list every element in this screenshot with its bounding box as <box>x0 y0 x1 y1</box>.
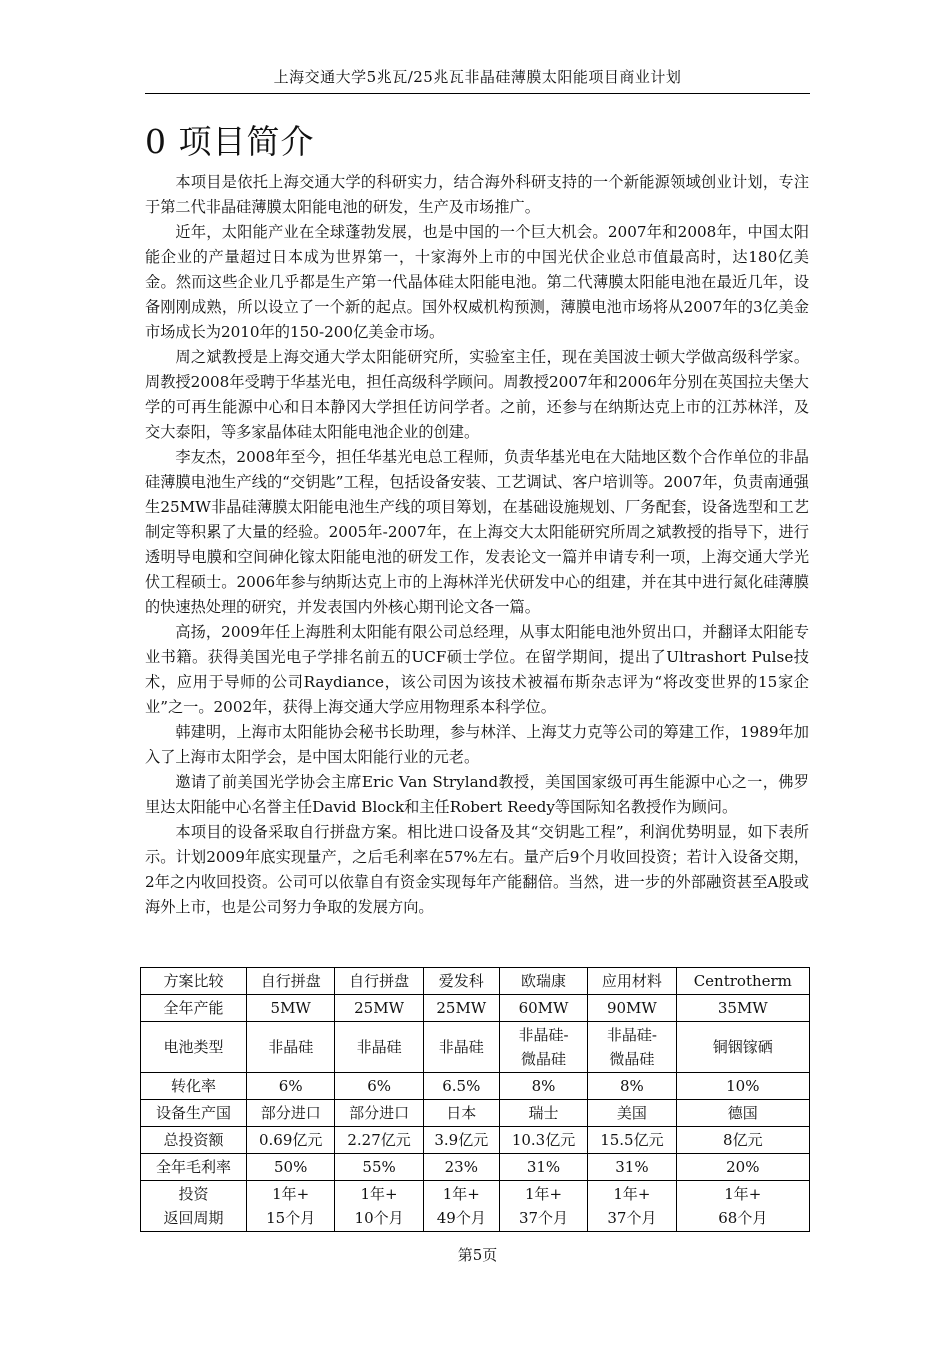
table-cell: 德国 <box>676 1100 809 1127</box>
table-cell: 铜铟镓硒 <box>676 1022 809 1073</box>
table-cell: 8% <box>499 1073 587 1100</box>
table-cell: 1年+ 37个月 <box>499 1181 587 1232</box>
table-cell: 瑞士 <box>499 1100 587 1127</box>
table-cell: 8亿元 <box>676 1127 809 1154</box>
page-header: 上海交通大学5兆瓦/25兆瓦非晶硅薄膜太阳能项目商业计划 <box>145 66 810 94</box>
table-row-label: 投资 返回周期 <box>141 1181 247 1232</box>
table-cell: 6% <box>247 1073 335 1100</box>
table-cell: 2.27亿元 <box>335 1127 423 1154</box>
table-cell: 1年+ 68个月 <box>676 1181 809 1232</box>
table-cell: 1年+ 49个月 <box>423 1181 499 1232</box>
table-row <box>141 1100 810 1127</box>
table-row <box>141 995 810 1022</box>
table-cell: 20% <box>676 1154 809 1181</box>
table-cell: 自行拼盘 <box>335 968 423 995</box>
table-cell: 1年+ 10个月 <box>335 1181 423 1232</box>
table-row <box>141 1154 810 1181</box>
table-cell: 6.5% <box>423 1073 499 1100</box>
body-text <box>145 170 809 920</box>
table-cell: Centrotherm <box>676 968 809 995</box>
table-cell: 非晶硅- 微晶硅 <box>588 1022 676 1073</box>
paragraph: 本项目的设备采取自行拼盘方案。相比进口设备及其“交钥匙工程”，利润优势明显，如下表所示。计划2009年底实现量产，之后毛利率在57%左右。量产后9个月收回投资；若计入设备交期，2年之内收回投资。公司可以依靠自有资金实现每年产能翻倍。当然，进一步的外部融资甚至A股或海外上市，也是公司努力争取的发展方向。 <box>145 823 809 916</box>
table-cell: 自行拼盘 <box>247 968 335 995</box>
table-cell: 日本 <box>423 1100 499 1127</box>
table-row-label: 全年毛利率 <box>141 1154 247 1181</box>
table-cell: 0.69亿元 <box>247 1127 335 1154</box>
paragraph: 本项目是依托上海交通大学的科研实力，结合海外科研支持的一个新能源领域创业计划，专注于第二代非晶硅薄膜太阳能电池的研发，生产及市场推广。 <box>145 173 809 216</box>
table-row-label: 设备生产国 <box>141 1100 247 1127</box>
table-cell: 部分进口 <box>335 1100 423 1127</box>
comparison-table <box>140 967 810 1232</box>
table-cell: 8% <box>588 1073 676 1100</box>
table-row-label: 总投资额 <box>141 1127 247 1154</box>
table-cell: 1年+ 37个月 <box>588 1181 676 1232</box>
paragraph: 周之斌教授是上海交通大学太阳能研究所，实验室主任，现在美国波士顿大学做高级科学家。周教授2008年受聘于华基光电，担任高级科学顾问。周教授2007年和2006年分别在英国拉夫堡大学的可再生能源中心和日本静冈大学担任访问学者。之前，还参与在纳斯达克上市的江苏林洋，及交大泰阳，等多家晶体硅太阳能电池企业的创建。 <box>145 348 809 441</box>
table-cell: 55% <box>335 1154 423 1181</box>
page-footer <box>145 1244 810 1265</box>
table-cell: 非晶硅 <box>335 1022 423 1073</box>
table-cell: 非晶硅 <box>423 1022 499 1073</box>
table-cell: 1年+ 15个月 <box>247 1181 335 1232</box>
table-row-label: 电池类型 <box>141 1022 247 1073</box>
table-cell: 10.3亿元 <box>499 1127 587 1154</box>
paragraph: 高扬，2009年任上海胜利太阳能有限公司总经理，从事太阳能电池外贸出口，并翻译太阳能专业书籍。获得美国光电子学排名前五的UCF硕士学位。在留学期间，提出了Ultrashort Pulse技术，应用于导师的公司Raydiance，该公司因为该技术被福布斯杂志评为“将改变世界的15家企业”之一。2002年，获得上海交通大学应用物理系本科学位。 <box>145 623 809 716</box>
table-cell: 部分进口 <box>247 1100 335 1127</box>
table-row <box>141 1073 810 1100</box>
table-cell: 3.9亿元 <box>423 1127 499 1154</box>
table-cell: 应用材料 <box>588 968 676 995</box>
table-cell: 60MW <box>499 995 587 1022</box>
paragraph: 近年，太阳能产业在全球蓬勃发展，也是中国的一个巨大机会。2007年和2008年，中国太阳能企业的产量超过日本成为世界第一，十家海外上市的中国光伏企业总市值最高时，达180亿美金。然而这些企业几乎都是生产第一代晶体硅太阳能电池。第二代薄膜太阳能电池在最近几年，设备刚刚成熟，所以设立了一个新的起点。国外权威机构预测，薄膜电池市场将从2007年的3亿美金市场成长为2010年的150-200亿美金市场。 <box>145 223 809 341</box>
table-cell: 5MW <box>247 995 335 1022</box>
table-cell: 31% <box>499 1154 587 1181</box>
table-row-label: 全年产能 <box>141 995 247 1022</box>
table-cell: 爱发科 <box>423 968 499 995</box>
table-cell: 31% <box>588 1154 676 1181</box>
table-cell: 25MW <box>423 995 499 1022</box>
table-cell: 欧瑞康 <box>499 968 587 995</box>
table-row-label: 方案比较 <box>141 968 247 995</box>
table-row <box>141 1127 810 1154</box>
paragraph: 韩建明，上海市太阳能协会秘书长助理，参与林洋、上海艾力克等公司的筹建工作，1989年加入了上海市太阳学会，是中国太阳能行业的元老。 <box>145 723 809 766</box>
table-cell: 35MW <box>676 995 809 1022</box>
table-row <box>141 1181 810 1232</box>
table-cell: 25MW <box>335 995 423 1022</box>
table-cell: 美国 <box>588 1100 676 1127</box>
table-cell: 非晶硅- 微晶硅 <box>499 1022 587 1073</box>
table-row <box>141 968 810 995</box>
paragraph: 邀请了前美国光学协会主席Eric Van Stryland教授，美国国家级可再生能源中心之一，佛罗里达太阳能中心名誉主任David Block和主任Robert Reedy等国际知名教授作为顾问。 <box>145 773 809 816</box>
table-row-label: 转化率 <box>141 1073 247 1100</box>
table-cell: 10% <box>676 1073 809 1100</box>
table-cell: 23% <box>423 1154 499 1181</box>
table-cell: 90MW <box>588 995 676 1022</box>
paragraph: 李友杰，2008年至今，担任华基光电总工程师，负责华基光电在大陆地区数个合作单位的非晶硅薄膜电池生产线的“交钥匙”工程，包括设备安装、工艺调试、客户培训等。2007年，负责南通强生25MW非晶硅薄膜太阳能电池生产线的项目筹划，在基础设施规划、厂务配套，设备选型和工艺制定等积累了大量的经验。2005年-2007年，在上海交大太阳能研究所周之斌教授的指导下，进行透明导电膜和空间砷化镓太阳能电池的研发工作，发表论文一篇并申请专利一项，上海交通大学光伏工程硕士。2006年参与纳斯达克上市的上海林洋光伏研发中心的组建，并在其中进行氮化硅薄膜的快速热处理的研究，并发表国内外核心期刊论文各一篇。 <box>145 448 809 616</box>
table-cell: 15.5亿元 <box>588 1127 676 1154</box>
table-cell: 50% <box>247 1154 335 1181</box>
table-row <box>141 1022 810 1073</box>
page-number: 第5页 <box>457 1246 498 1264</box>
table-cell: 6% <box>335 1073 423 1100</box>
section-title: 0 项目简介 <box>145 122 315 161</box>
table-cell: 非晶硅 <box>247 1022 335 1073</box>
